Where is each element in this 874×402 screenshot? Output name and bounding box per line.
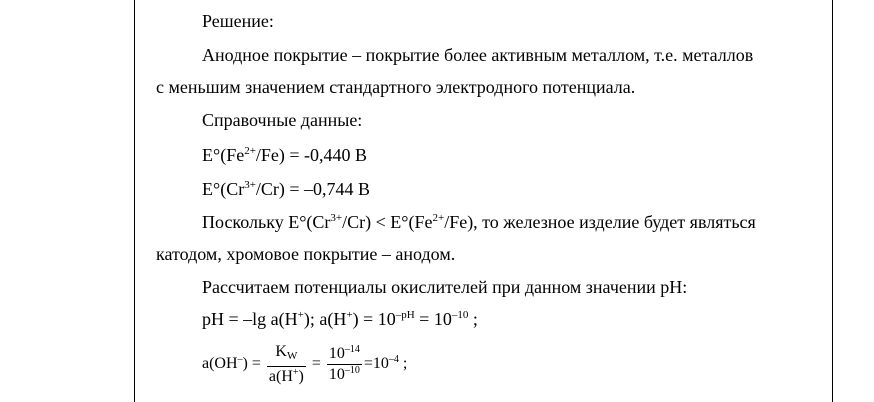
comparison-line1: Поскольку $E^\circ(Cr^{3+}/Cr) < E^\circ(Fe^{2+}/Fe)$, то железное изделие будет являться: [202, 212, 756, 232]
left-margin-rule: [134, 0, 135, 402]
solution-heading: Решение:: [202, 11, 274, 31]
fraction-powers-numerator: $10^{-14}$: [327, 345, 362, 365]
fraction-powers-denominator: $10^{-10}$: [328, 365, 360, 383]
calculation-intro: Рассчитаем потенциалы окислителей при данном значении pH:: [202, 277, 688, 297]
fraction-kw-numerator: $K_W$: [267, 343, 306, 367]
reference-label: Справочные данные:: [202, 110, 363, 130]
equation-fe-potential: $E^\circ(Fe^{2+}/Fe) = -0,440$ В: [202, 145, 368, 165]
comparison-line2: катодом, хромовое покрытие – анодом.: [156, 244, 456, 264]
paragraph-anodic-line2: с меньшим значением стандартного электродного потенциала.: [156, 77, 636, 97]
right-margin-rule: [832, 0, 833, 402]
fraction-kw-denominator: a(H+): [268, 367, 304, 385]
ph-equation: pH = –lg a(H+); $a(H^+) = 10^{-pH} = 10^{-10}$ ;: [202, 309, 478, 329]
fraction-powers-of-ten: [327, 345, 362, 384]
fraction-kw-over-ah: [267, 343, 306, 386]
oh-activity-equation: a(OH–) = $\frac{K_W}{a(H^+)}$ = $\frac{10^{-14}}{10^{-10}}$ $=10^{-4}$ ;: [202, 343, 408, 385]
equation-cr-potential: $E^\circ(Cr^{3+}/Cr) = -0,744$ В: [202, 179, 371, 199]
paragraph-anodic-line1: Анодное покрытие – покрытие более активным металлом, т.е. металлов: [202, 45, 754, 65]
